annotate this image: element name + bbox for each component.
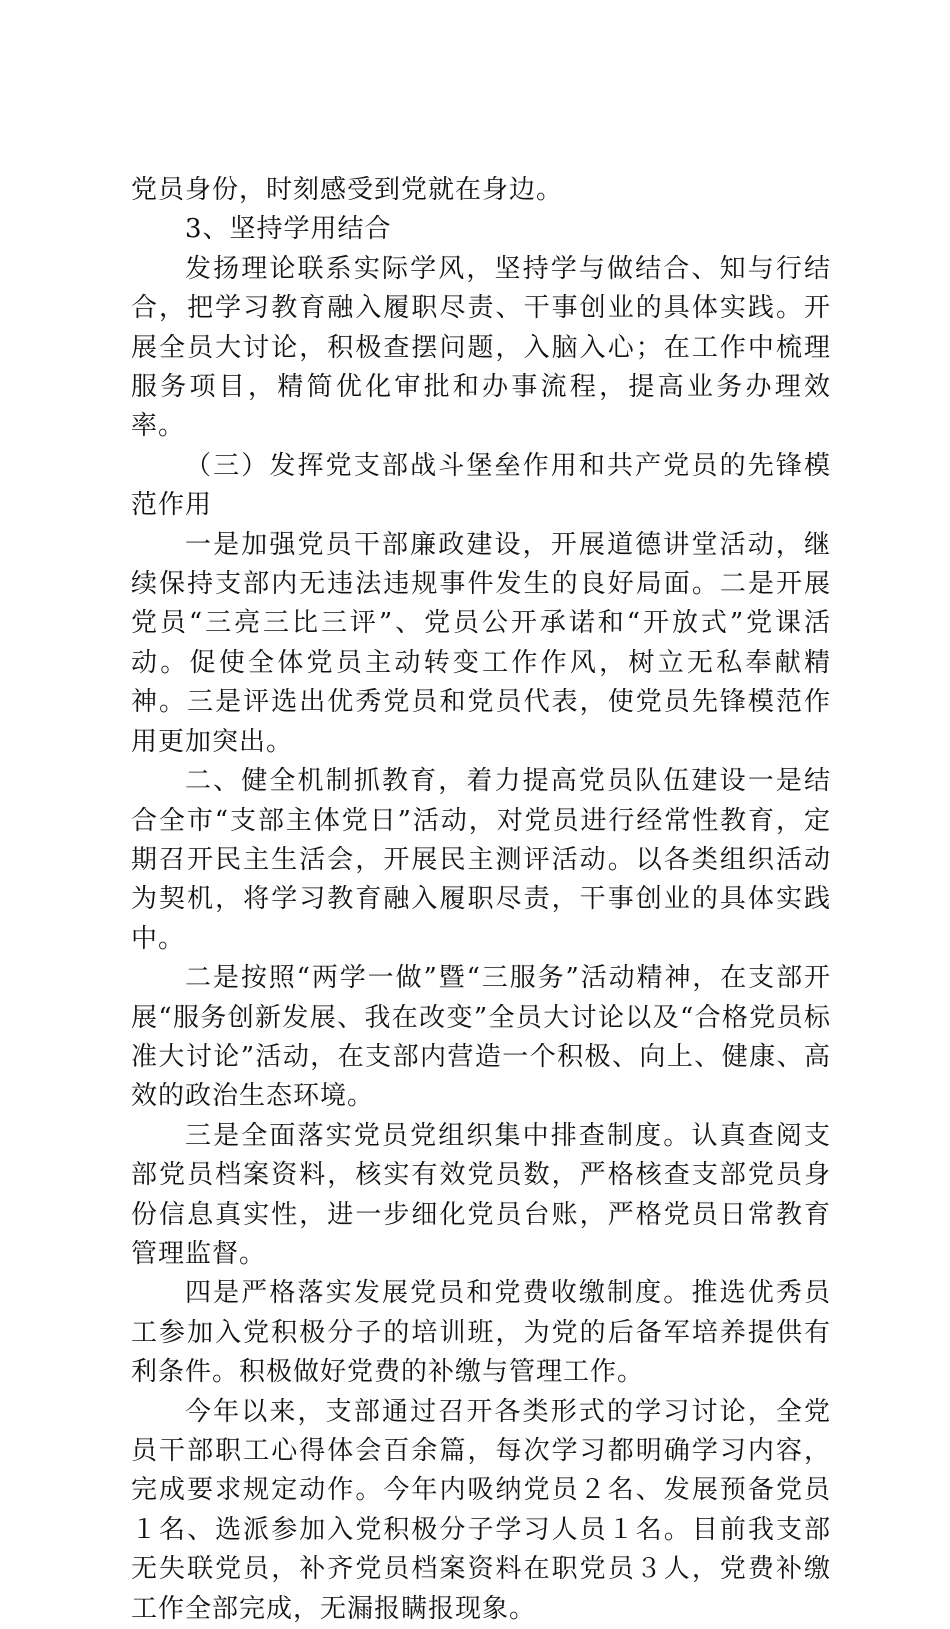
document-body [131,171,831,1629]
paragraph-membership-dues: 四是严格落实发展党员和党费收缴制度。推选优秀员工参加入党积极分子的培训班，为党的后备军培养提供有利条件。积极做好党费的补缴与管理工作。 [131,1278,831,1388]
paragraph-two-learn: 二是按照“两学一做”暨“三服务”活动精神，在支部开展“服务创新发展、我在改变”全员大讨论以及“合格党员标准大讨论”活动，在支部内营造一个积极、向上、健康、高效的政治生态环境。 [131,963,831,1112]
paragraph-mechanism: 二、健全机制抓教育，着力提高党员队伍建设一是结合全市“支部主体党日”活动，对党员进行经常性教育，定期召开民主生活会，开展民主测评活动。以各类组织活动为契机，将学习教育融入履职尽责，干事创业的具体实践中。 [131,766,831,954]
paragraph-study-application: 发扬理论联系实际学风，坚持学与做结合、知与行结合，把学习教育融入履职尽责、干事创业的具体实践。开展全员大讨论，积极查摆问题，入脑入心；在工作中梳理服务项目，精简优化审批和办事流程，提高业务办理效率。 [131,253,831,442]
paragraph-continuation: 党员身份，时刻感受到党就在身边。 [131,175,564,205]
paragraph-inspection: 三是全面落实党员党组织集中排查制度。认真查阅支部党员档案资料，核实有效党员数，严格核查支部党员身份信息真实性，进一步细化党员台账，严格党员日常教育管理监督。 [131,1120,831,1269]
section-heading-san: （三）发挥党支部战斗堡垒作用和共产党员的先锋模范作用 [131,450,831,521]
section-heading-3: 3、坚持学用结合 [185,214,392,245]
paragraph-summary: 今年以来，支部通过召开各类形式的学习讨论，全党员干部职工心得体会百余篇，每次学习都明确学习内容，完成要求规定动作。今年内吸纳党员２名、发展预备党员１名、选派参加入党积极分子学习人员１名。目前我支部无失联党员，补齐党员档案资料在职党员３人，党费补缴工作全部完成，无漏报瞒报现象。 [131,1396,831,1624]
paragraph-integrity: 一是加强党员干部廉政建设，开展道德讲堂活动，继续保持支部内无违法违规事件发生的良好局面。二是开展党员“三亮三比三评”、党员公开承诺和“开放式”党课活动。促使全体党员主动转变工作作风，树立无私奉献精神。三是评选出优秀党员和党员代表，使党员先锋模范作用更加突出。 [131,529,831,757]
